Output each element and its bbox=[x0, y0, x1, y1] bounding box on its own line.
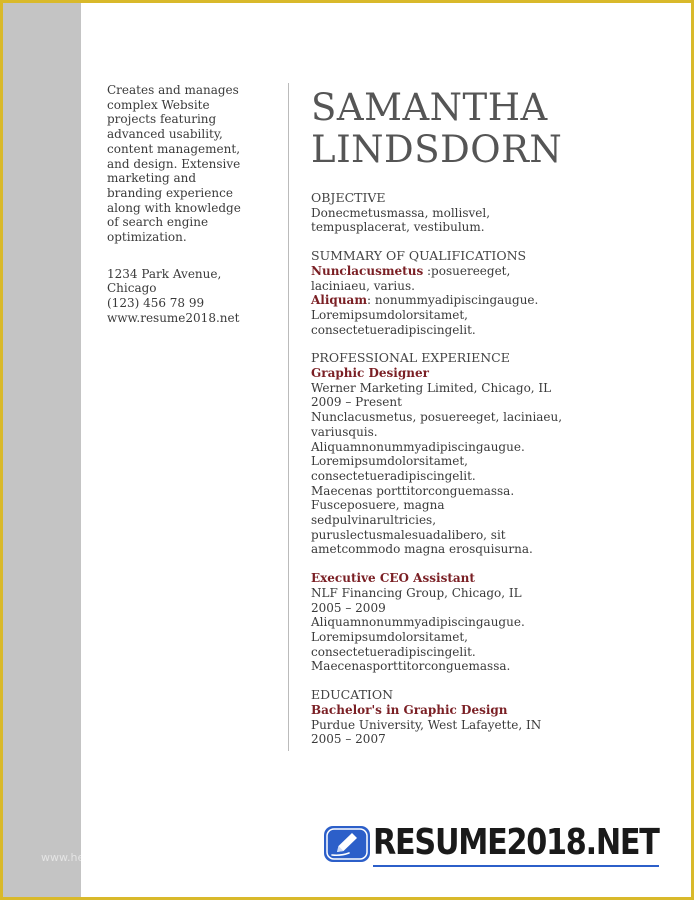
qualification-text: : nonummyadipiscingaugue. bbox=[367, 293, 539, 308]
job-line: consectetueradipiscingelit. bbox=[311, 644, 476, 659]
education-degree: Bachelor's in Graphic Design bbox=[311, 702, 508, 717]
address-line: 1234 Park Avenue, bbox=[107, 266, 222, 281]
section-title: PROFESSIONAL EXPERIENCE bbox=[311, 350, 510, 366]
summary-line: projects featuring bbox=[107, 112, 217, 127]
candidate-name bbox=[311, 87, 611, 171]
job-role: Graphic Designer bbox=[311, 366, 429, 381]
main-column bbox=[311, 87, 611, 761]
qualification-line: consectetueradipiscingelit. bbox=[311, 322, 476, 337]
summary-line: complex Website bbox=[107, 97, 210, 112]
summary-line: content management, bbox=[107, 141, 241, 156]
phone-number: (123) 456 78 99 bbox=[107, 296, 205, 311]
job-line: puruslectusmalesuadalibero, sit bbox=[311, 527, 506, 542]
pencil-icon bbox=[323, 825, 371, 863]
education-school: Purdue University, West Lafayette, IN bbox=[311, 717, 542, 732]
job-dates: 2005 – 2009 bbox=[311, 600, 386, 615]
job-line: Aliquamnonummyadipiscingaugue. bbox=[311, 615, 525, 630]
logo-text: RESUME2018.NET bbox=[373, 822, 659, 863]
job-line: Aliquamnonummyadipiscingaugue. bbox=[311, 439, 525, 454]
job-line: consectetueradipiscingelit. bbox=[311, 468, 476, 483]
sidebar-stripe bbox=[3, 3, 81, 897]
site-logo[interactable] bbox=[323, 822, 659, 865]
qualification-item bbox=[311, 293, 611, 308]
profile-summary bbox=[107, 83, 272, 245]
qualification-line: Loremipsumdolorsitamet, bbox=[311, 307, 468, 322]
logo-underline bbox=[373, 865, 659, 867]
address-city: Chicago bbox=[107, 281, 157, 296]
job-line: Maecenasporttitorconguemassa. bbox=[311, 659, 511, 674]
job-company: NLF Financing Group, Chicago, IL bbox=[311, 585, 522, 600]
qualification-label: Nunclacusmetus bbox=[311, 263, 424, 278]
qualifications-section bbox=[311, 249, 611, 337]
job-line: Maecenas porttitorconguemassa. bbox=[311, 483, 515, 498]
qualification-label: Aliquam bbox=[311, 293, 368, 308]
first-name: SAMANTHA bbox=[311, 86, 548, 129]
job-entry bbox=[311, 366, 611, 557]
summary-line: along with knowledge bbox=[107, 200, 241, 215]
qualification-item bbox=[311, 264, 611, 279]
job-company: Werner Marketing Limited, Chicago, IL bbox=[311, 380, 552, 395]
profile-column bbox=[107, 83, 272, 326]
summary-line: marketing and bbox=[107, 171, 197, 186]
objective-line: Donecmetusmassa, mollisvel, bbox=[311, 205, 491, 220]
watermark-text: www.heritagechristiancollege.com bbox=[41, 851, 231, 864]
summary-line: of search engine bbox=[107, 215, 209, 230]
summary-line: branding experience bbox=[107, 185, 233, 200]
job-line: Loremipsumdolorsitamet, bbox=[311, 629, 468, 644]
objective-line: tempusplacerat, vestibulum. bbox=[311, 220, 485, 235]
summary-line: advanced usability, bbox=[107, 127, 223, 142]
job-line: sedpulvinarultricies, bbox=[311, 513, 437, 528]
job-role: Executive CEO Assistant bbox=[311, 571, 475, 586]
website-link[interactable]: www.resume2018.net bbox=[107, 310, 240, 325]
summary-line: optimization. bbox=[107, 230, 187, 245]
column-divider bbox=[288, 83, 289, 751]
education-section bbox=[311, 688, 611, 747]
job-line: Loremipsumdolorsitamet, bbox=[311, 454, 468, 469]
qualification-text: :posuereeget, bbox=[423, 263, 511, 278]
section-title: EDUCATION bbox=[311, 687, 394, 703]
experience-section bbox=[311, 351, 611, 674]
job-line: ametcommodo magna erosquisurna. bbox=[311, 542, 533, 557]
job-line: Fusceposuere, magna bbox=[311, 498, 445, 513]
section-title: SUMMARY OF QUALIFICATIONS bbox=[311, 248, 527, 264]
job-dates: 2009 – Present bbox=[311, 395, 402, 410]
job-line: Nunclacusmetus, posuereeget, laciniaeu, bbox=[311, 410, 563, 425]
summary-line: Creates and manages bbox=[107, 83, 239, 97]
job-entry bbox=[311, 571, 611, 674]
summary-line: and design. Extensive bbox=[107, 156, 241, 171]
job-line: variusquis. bbox=[311, 424, 378, 439]
contact-block bbox=[107, 267, 272, 326]
education-dates: 2005 – 2007 bbox=[311, 732, 386, 747]
qualification-line: laciniaeu, varius. bbox=[311, 278, 415, 293]
objective-section bbox=[311, 191, 611, 235]
last-name: LINDSDORN bbox=[311, 128, 563, 171]
section-title: OBJECTIVE bbox=[311, 190, 386, 205]
